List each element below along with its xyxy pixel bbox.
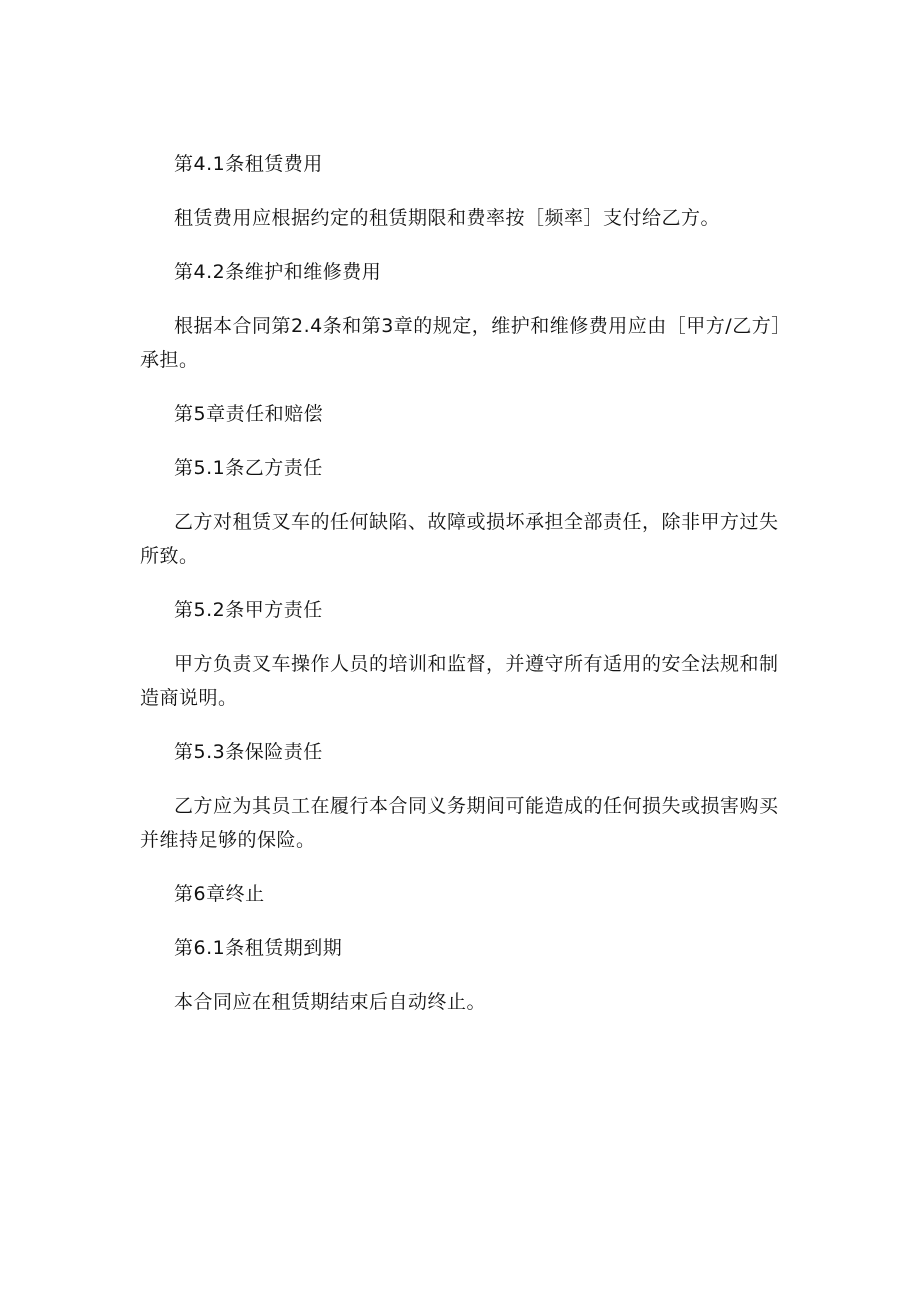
clause-heading-5-1: 第5.1条乙方责任 bbox=[174, 457, 323, 479]
clause-body-6-1: 本合同应在租赁期结束后自动终止。 bbox=[174, 991, 487, 1013]
clause-body-4-1: 租赁费用应根据约定的租赁期限和费率按［频率］支付给乙方。 bbox=[174, 207, 721, 229]
clause-heading-4-2: 第4.2条维护和维修费用 bbox=[174, 261, 382, 283]
clause-heading-5-3: 第5.3条保险责任 bbox=[174, 741, 323, 763]
chapter-heading-6: 第6章终止 bbox=[174, 883, 265, 905]
clause-body-4-2: 根据本合同第2.4条和第3章的规定，维护和维修费用应由［甲方/乙方］承担。 bbox=[140, 315, 782, 371]
clause-heading-4-1: 第4.1条租赁费用 bbox=[174, 153, 323, 175]
clause-body-5-2: 甲方负责叉车操作人员的培训和监督，并遵守所有适用的安全法规和制造商说明。 bbox=[140, 653, 779, 709]
clause-body-5-1: 乙方对租赁叉车的任何缺陷、故障或损坏承担全部责任，除非甲方过失所致。 bbox=[140, 511, 779, 567]
document-body bbox=[140, 147, 790, 1019]
clause-heading-6-1: 第6.1条租赁期到期 bbox=[174, 937, 343, 959]
chapter-heading-5: 第5章责任和赔偿 bbox=[174, 403, 324, 425]
clause-heading-5-2: 第5.2条甲方责任 bbox=[174, 599, 323, 621]
clause-body-5-3: 乙方应为其员工在履行本合同义务期间可能造成的任何损失或损害购买并维持足够的保险。 bbox=[140, 795, 779, 851]
